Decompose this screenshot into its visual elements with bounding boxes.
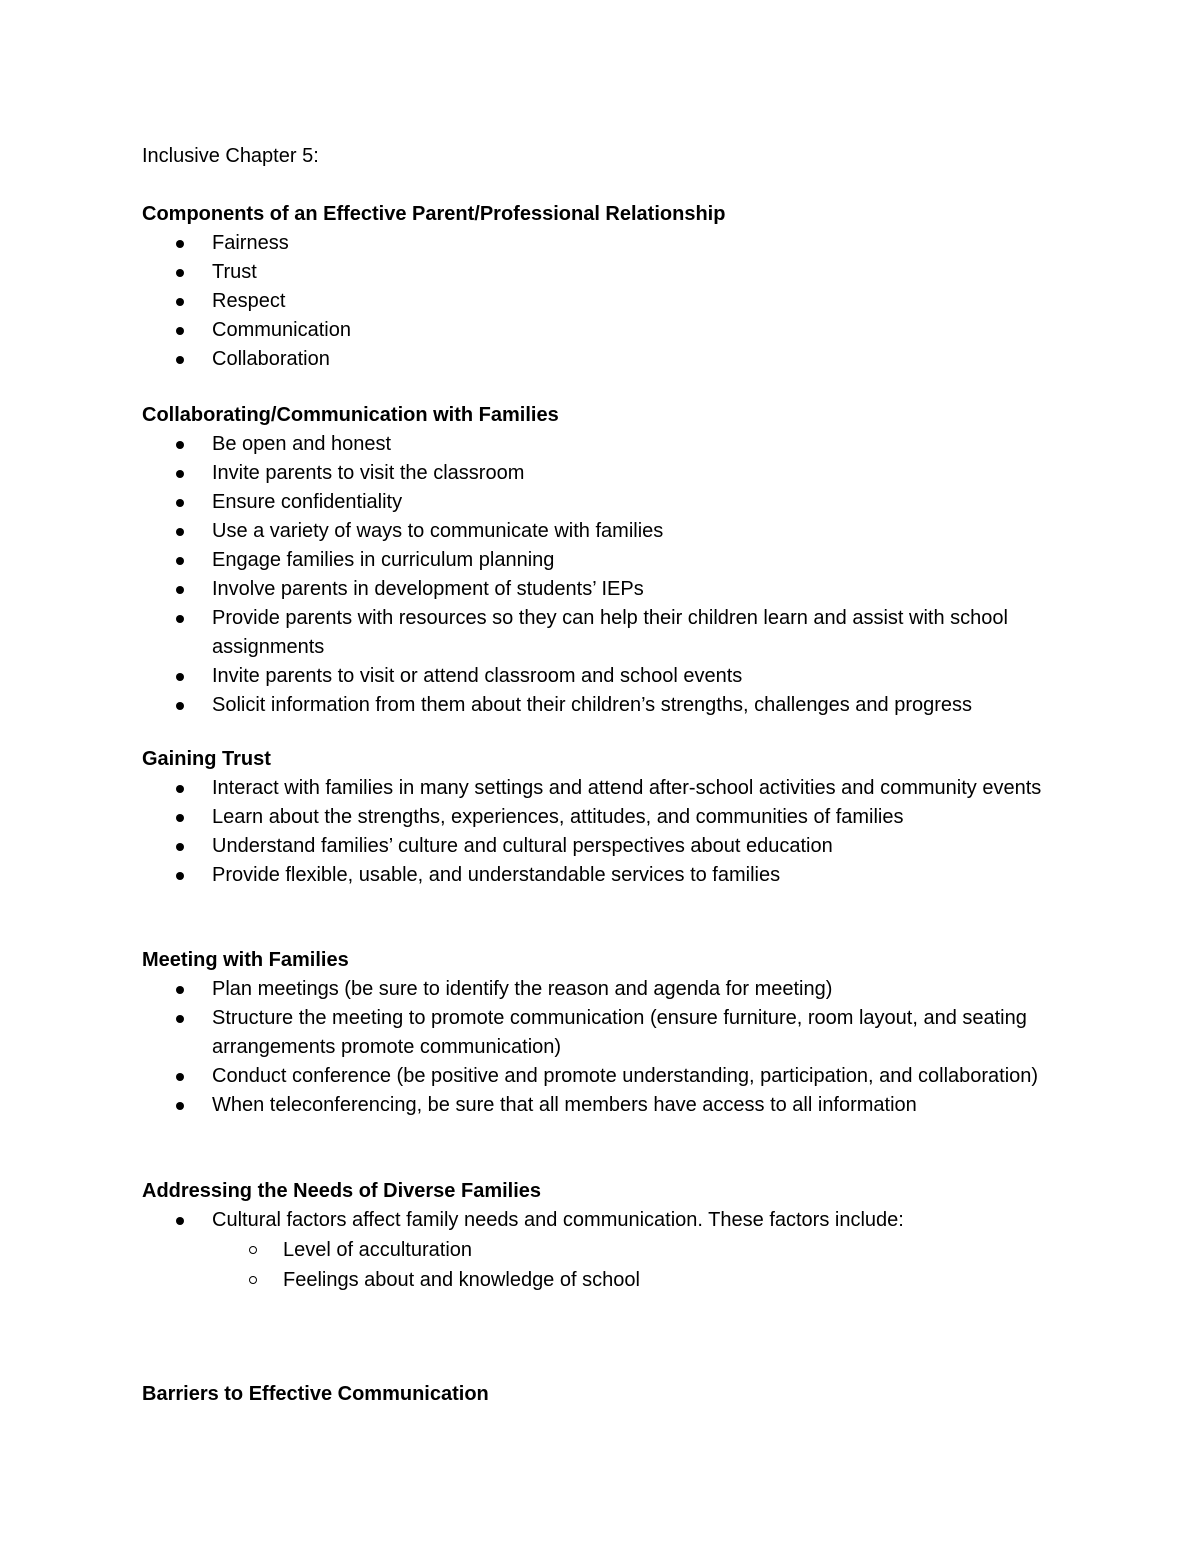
list-item-text: Trust — [212, 261, 257, 283]
bullet-icon — [176, 785, 184, 793]
bullet-icon — [176, 702, 184, 710]
list-item-text: Engage families in curriculum planning — [212, 549, 555, 571]
list-item — [142, 488, 1082, 517]
list-item-text: Use a variety of ways to communicate with families — [212, 520, 664, 542]
bullet-icon — [176, 1217, 184, 1225]
list-item — [142, 575, 1082, 604]
section-meeting-with-families — [142, 946, 1082, 1120]
list-item — [142, 1004, 1082, 1062]
bullet-icon — [176, 557, 184, 565]
sub-list-item-text: Level of acculturation — [283, 1239, 473, 1261]
section-gaining-trust — [142, 745, 1082, 890]
list-item — [142, 546, 1082, 575]
bullet-icon — [176, 240, 184, 248]
bullet-icon — [176, 269, 184, 277]
list-item — [142, 604, 1082, 662]
section-barriers — [142, 1380, 1082, 1409]
bullet-icon — [176, 327, 184, 335]
list-item — [142, 430, 1082, 459]
bullet-list — [142, 229, 1082, 374]
list-item — [142, 691, 1082, 720]
list-item — [142, 832, 1082, 861]
list-item-text: Conduct conference (be positive and promote understanding, participation, and collaboration) — [212, 1065, 1039, 1087]
list-item-text: Invite parents to visit the classroom — [212, 462, 525, 484]
list-item-text: Communication — [212, 319, 351, 341]
list-item-text: Provide flexible, usable, and understandable services to families — [212, 864, 781, 886]
section-heading: Gaining Trust — [142, 748, 271, 770]
list-item-text: Plan meetings (be sure to identify the reason and agenda for meeting) — [212, 978, 833, 1000]
list-item — [142, 258, 1082, 287]
bullet-list — [142, 1206, 1082, 1295]
bullet-icon — [176, 528, 184, 536]
section-heading: Barriers to Effective Communication — [142, 1383, 489, 1405]
list-item-text: Invite parents to visit or attend classroom and school events — [212, 665, 743, 687]
bullet-icon — [176, 586, 184, 594]
bullet-icon — [176, 872, 184, 880]
hollow-bullet-icon — [249, 1276, 257, 1284]
document-title: Inclusive Chapter 5: — [142, 145, 319, 167]
list-item — [142, 774, 1082, 803]
bullet-icon — [176, 814, 184, 822]
list-item-text: Involve parents in development of students’ IEPs — [212, 578, 644, 600]
list-item — [142, 459, 1082, 488]
bullet-icon — [176, 298, 184, 306]
section-diverse-families — [142, 1177, 1082, 1295]
bullet-icon — [176, 1073, 184, 1081]
sub-list-item — [212, 1265, 1082, 1295]
list-item — [142, 1062, 1082, 1091]
bullet-icon — [176, 356, 184, 364]
bullet-icon — [176, 615, 184, 623]
list-item-text: Fairness — [212, 232, 289, 254]
bullet-icon — [176, 441, 184, 449]
list-item — [142, 975, 1082, 1004]
bullet-icon — [176, 1102, 184, 1110]
list-item — [142, 861, 1082, 890]
section-heading: Collaborating/Communication with Families — [142, 404, 559, 426]
bullet-icon — [176, 843, 184, 851]
list-item — [142, 662, 1082, 691]
list-item-text: Provide parents with resources so they can help their children learn and assist with school assignments — [212, 607, 1008, 658]
list-item — [142, 1206, 1082, 1295]
list-item — [142, 229, 1082, 258]
bullet-list — [142, 430, 1082, 720]
section-collaborating — [142, 401, 1082, 720]
list-item-text: Learn about the strengths, experiences, attitudes, and communities of families — [212, 806, 904, 828]
list-item — [142, 803, 1082, 832]
list-item-text: Cultural factors affect family needs and communication. These factors include: — [212, 1209, 904, 1231]
list-item-text: Collaboration — [212, 348, 330, 370]
list-item — [142, 1091, 1082, 1120]
list-item-text: Structure the meeting to promote communication (ensure furniture, room layout, and seating arrangements promote communication) — [212, 1007, 1027, 1058]
list-item-text: Interact with families in many settings and attend after-school activities and community events — [212, 777, 1042, 799]
section-heading: Meeting with Families — [142, 949, 349, 971]
list-item — [142, 345, 1082, 374]
bullet-list — [142, 975, 1082, 1120]
list-item-text: When teleconferencing, be sure that all members have access to all information — [212, 1094, 917, 1116]
list-item — [142, 287, 1082, 316]
bullet-icon — [176, 673, 184, 681]
hollow-bullet-icon — [249, 1246, 257, 1254]
list-item — [142, 316, 1082, 345]
list-item-text: Ensure confidentiality — [212, 491, 403, 513]
sub-list-item — [212, 1235, 1082, 1265]
list-item-text: Respect — [212, 290, 286, 312]
sub-list-item-text: Feelings about and knowledge of school — [283, 1269, 640, 1291]
section-heading: Addressing the Needs of Diverse Families — [142, 1180, 542, 1202]
list-item-text: Be open and honest — [212, 433, 392, 455]
bullet-icon — [176, 470, 184, 478]
bullet-icon — [176, 1015, 184, 1023]
bullet-list — [142, 774, 1082, 890]
bullet-icon — [176, 986, 184, 994]
sub-bullet-list — [212, 1235, 1082, 1295]
section-components — [142, 200, 1082, 374]
list-item-text: Solicit information from them about their children’s strengths, challenges and progress — [212, 694, 973, 716]
list-item-text: Understand families’ culture and cultural perspectives about education — [212, 835, 833, 857]
list-item — [142, 517, 1082, 546]
section-heading: Components of an Effective Parent/Professional Relationship — [142, 203, 726, 225]
bullet-icon — [176, 499, 184, 507]
